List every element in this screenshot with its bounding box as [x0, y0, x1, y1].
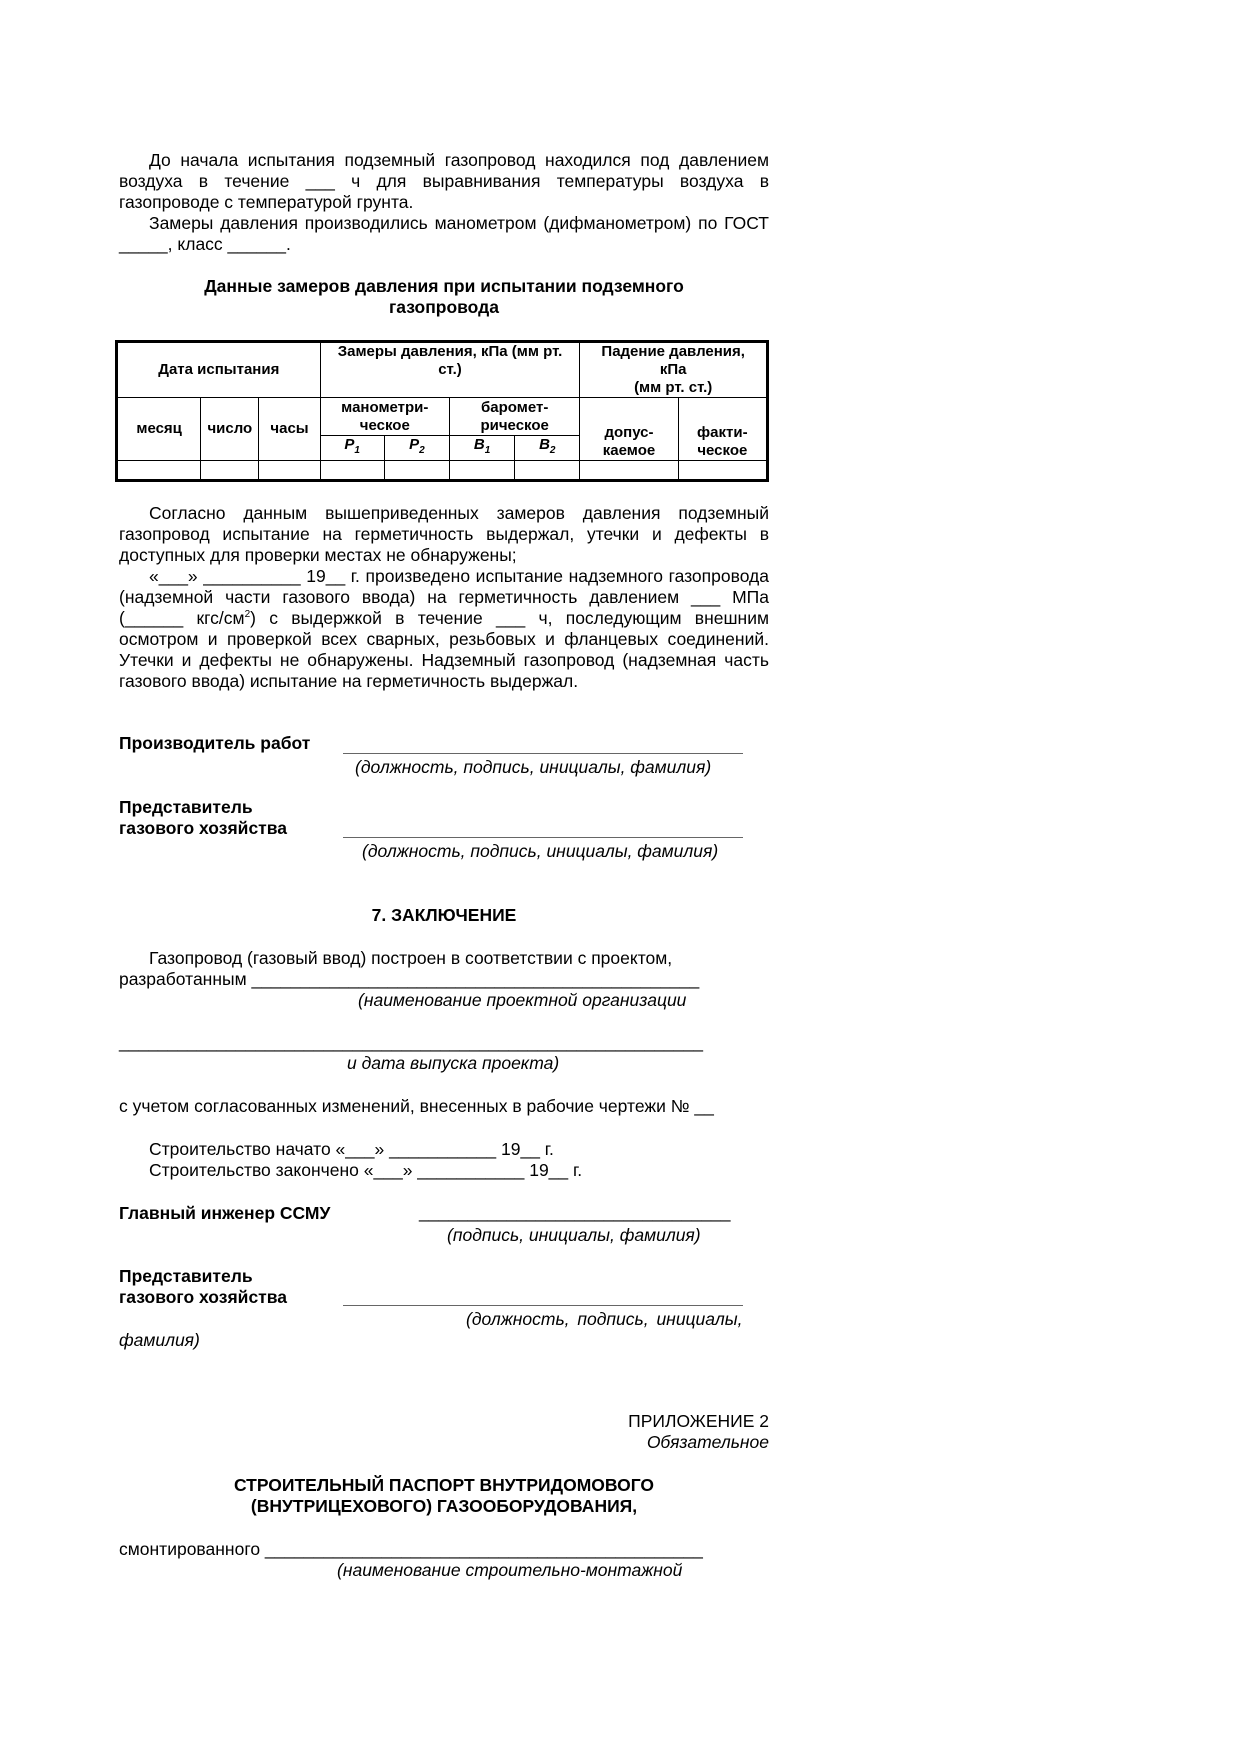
header-allowable: допус- каемое [580, 398, 678, 461]
header-day: число [201, 398, 259, 461]
header-pressure: Замеры давления, кПа (мм рт. ст.) [320, 342, 580, 398]
sig2-line[interactable] [343, 837, 743, 838]
header-actual: факти- ческое [678, 398, 767, 461]
header-barometric: баромет- рическое [449, 398, 579, 436]
header-hours: часы [259, 398, 320, 461]
construction-end: Строительство закончено «___» ___________ 19__ г. [149, 1160, 583, 1180]
sig4-hint-1: (должность, подпись, инициалы, [466, 1309, 743, 1329]
header-pressure-drop: Падение давления, кПа (мм рт. ст.) [580, 342, 768, 398]
appendix-heading: СТРОИТЕЛЬНЫЙ ПАСПОРТ ВНУТРИДОМОВОГО (ВНУТРИЦЕХОВОГО) ГАЗООБОРУДОВАНИЯ, [233, 1475, 655, 1516]
sig4-label: Представитель газового хозяйства [119, 1266, 288, 1307]
sig3-line[interactable]: ________________________________ [419, 1202, 731, 1222]
intro-paragraph-2: Замеры давления производились манометром (дифманометром) по ГОСТ _____, класс ______. [119, 213, 769, 254]
header-p2: $Р_2$ [384, 436, 449, 461]
conclusion-heading: 7. ЗАКЛЮЧЕНИЕ [371, 905, 517, 925]
appendix-subtitle: Обязательное [646, 1432, 769, 1452]
appendix-title: ПРИЛОЖЕНИЕ 2 [628, 1411, 769, 1431]
table-row [117, 461, 768, 481]
conclusion-changes: с учетом согласованных изменений, внесенных в рабочие чертежи № __ [119, 1096, 714, 1116]
conclusion-developer: разработанным ______________________________________________ [119, 969, 700, 989]
sig1-line[interactable] [343, 753, 743, 754]
appendix-mounted: смонтированного _____________________________________________ [119, 1539, 703, 1559]
table-title: Данные замеров давления при испытании подземного газопровода [204, 276, 684, 317]
sig3-hint: (подпись, инициалы, фамилия) [447, 1225, 701, 1245]
header-b1: $В_1$ [449, 436, 514, 461]
conclusion-line-2: ____________________________________________________________ [119, 1032, 703, 1052]
sig1-label: Производитель работ [119, 733, 311, 753]
header-p1: $Р_1$ [320, 436, 384, 461]
header-manometric: манометри- ческое [320, 398, 449, 436]
results-text [119, 503, 769, 692]
intro-paragraph-1: До начала испытания подземный газопровод находился под давлением воздуха в течение ___ ч для выравнивания температуры воздуха в газопроводе с температурой грунта. [119, 150, 769, 212]
appendix-hint: (наименование строительно-монтажной [337, 1560, 683, 1580]
sig3-label: Главный инженер ССМУ [119, 1203, 331, 1223]
intro-text [119, 150, 769, 255]
sig4-line[interactable] [343, 1305, 743, 1306]
header-date: Дата испытания [117, 342, 321, 398]
results-paragraph-2: «___» __________ 19__ г. произведено испытание надземного газопровода (надземной части газового ввода) на герметичность давлением ___ МПа (______ кгс/$см^2$) с выдержкой в течение ___ ч, последующим внешним осмотром и проверкой всех сварных, резьбовых и фланцевых соединений. Утечки и дефекты не обнаружены. Надземный газопровод (надземная часть газового ввода) испытание на герметичность выдержал. [119, 566, 770, 691]
construction-start: Строительство начато «___» ___________ 19__ г. [149, 1139, 554, 1159]
results-paragraph-1: Согласно данным вышеприведенных замеров давления подземный газопровод испытание на герметичность выдержал, утечки и дефекты в доступных для проверки местах не обнаружены; [119, 503, 769, 565]
header-b2: $В_2$ [515, 436, 580, 461]
pressure-table [115, 340, 769, 482]
sig4-hint-2: фамилия) [119, 1330, 200, 1350]
conclusion-hint-1: (наименование проектной организации [358, 990, 687, 1010]
conclusion-hint-2: и дата выпуска проекта) [347, 1053, 560, 1073]
header-month: месяц [117, 398, 201, 461]
sig2-label: Представитель газового хозяйства [119, 797, 288, 838]
sig2-hint: (должность, подпись, инициалы, фамилия) [362, 841, 719, 861]
sig1-hint: (должность, подпись, инициалы, фамилия) [355, 757, 712, 777]
conclusion-paragraph: Газопровод (газовый ввод) построен в соответствии с проектом, [149, 948, 673, 968]
